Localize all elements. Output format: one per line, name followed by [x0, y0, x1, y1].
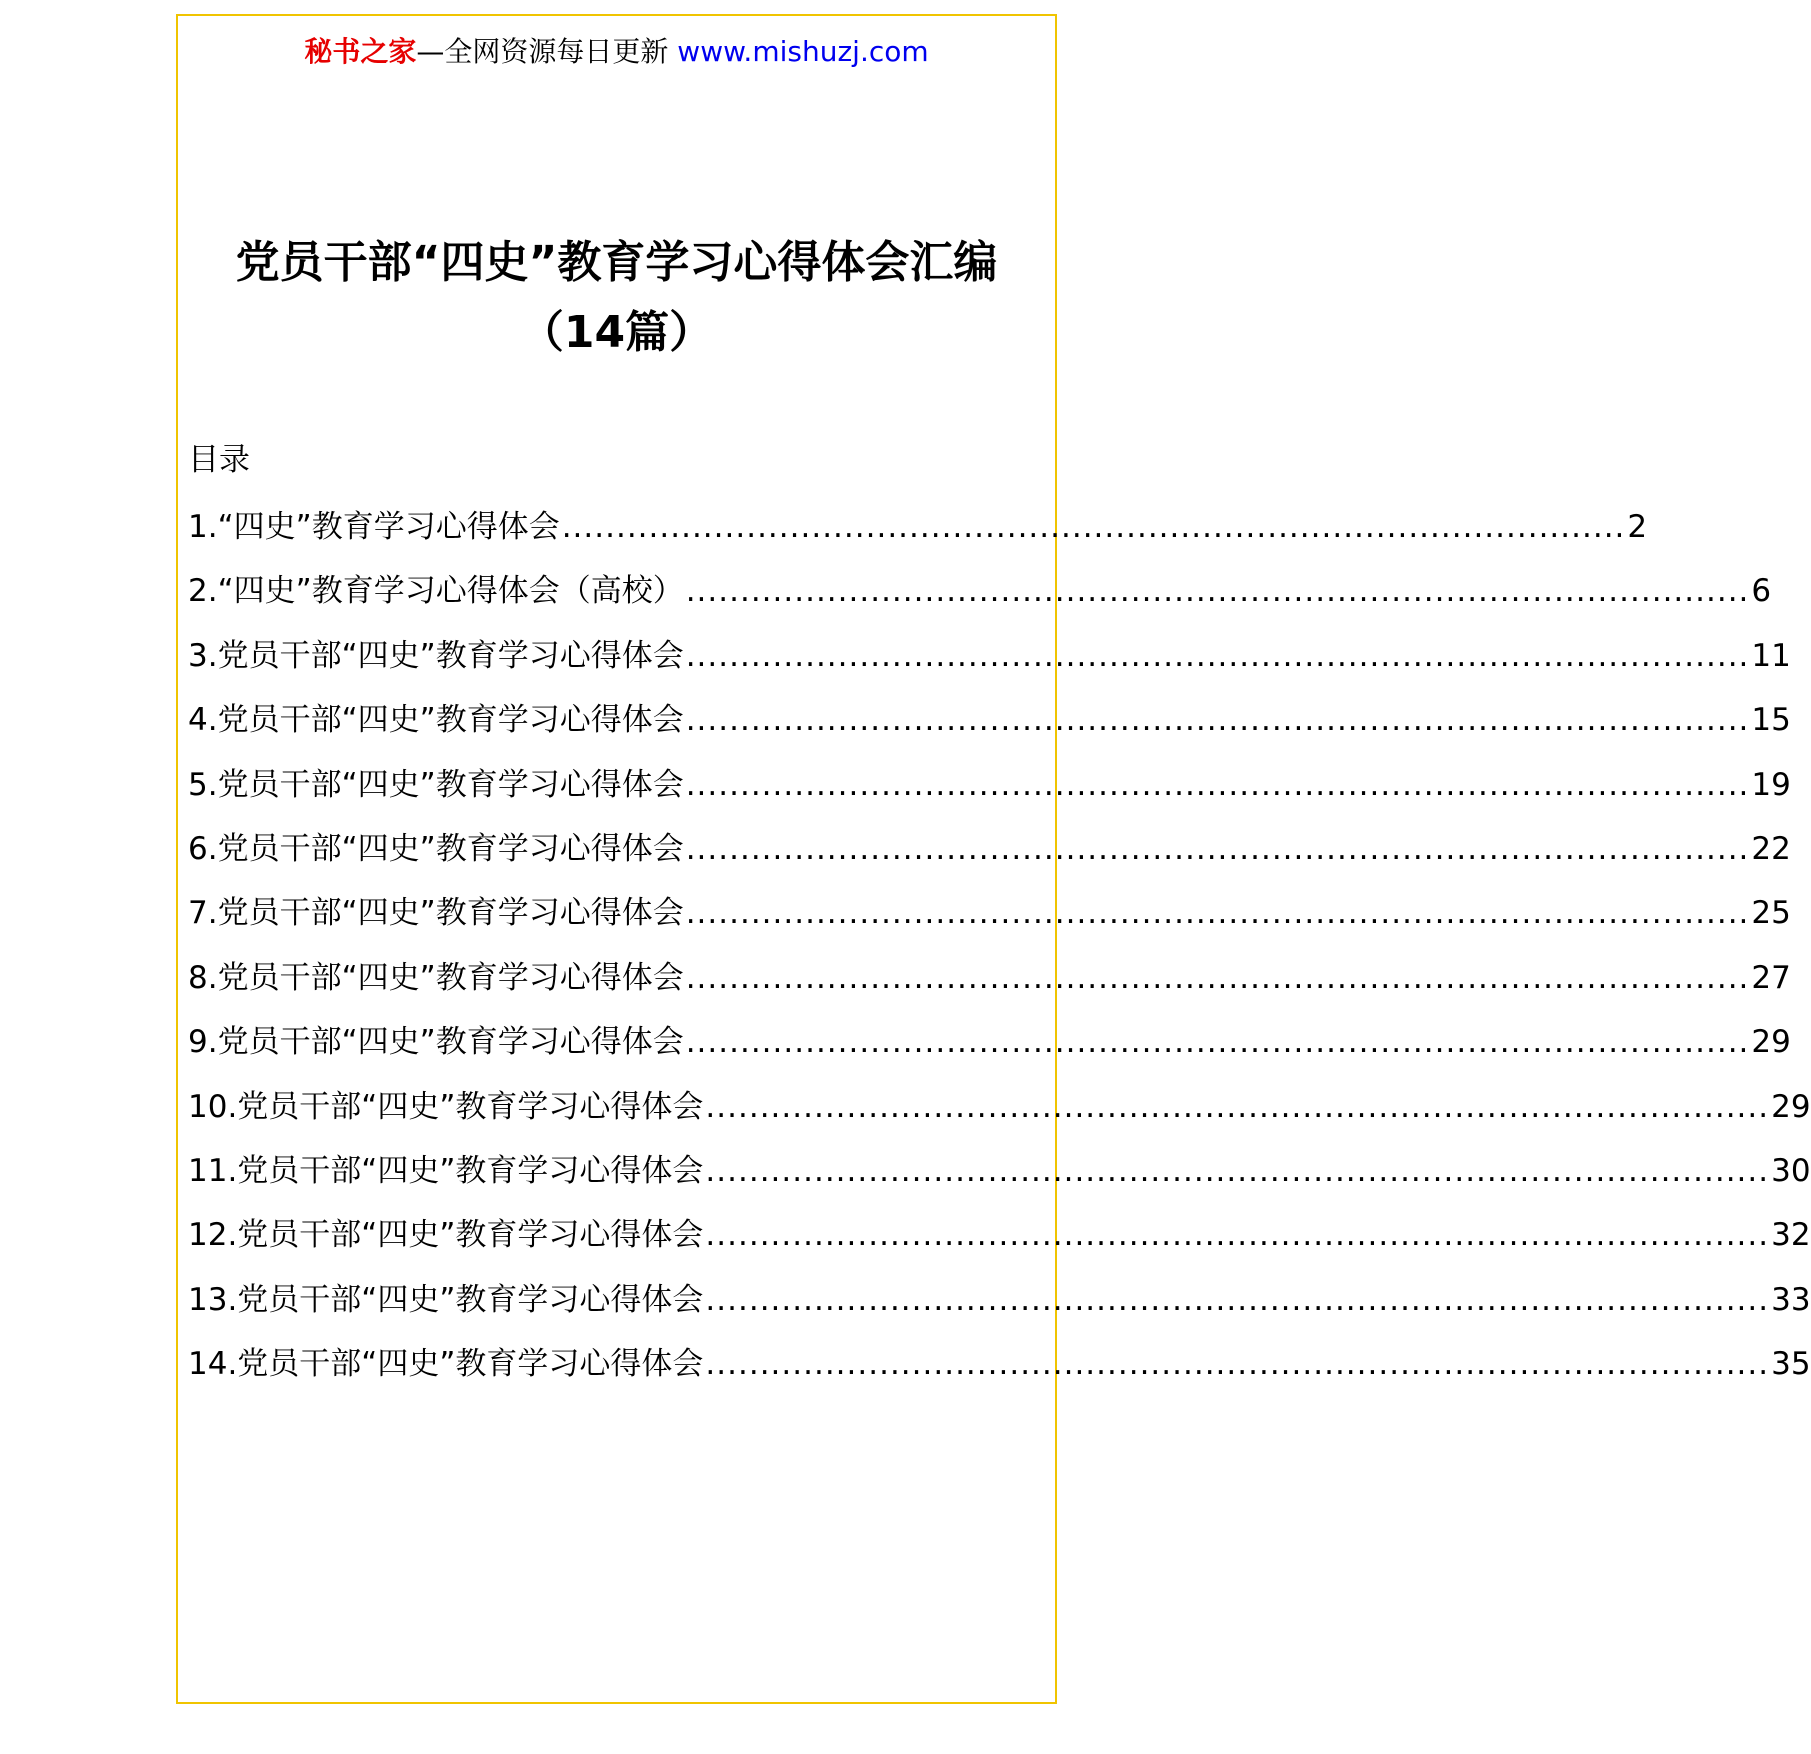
toc-page-number: 11	[1751, 637, 1791, 674]
toc-page-number: 29	[1771, 1088, 1811, 1125]
toc-leader-dots: ..................................................................................................	[705, 1217, 1770, 1254]
toc-page-number: 2	[1627, 509, 1648, 545]
site-brand: 秘书之家	[304, 35, 417, 68]
toc-leader-dots: ..................................................................................................	[685, 766, 1750, 803]
site-slogan: —全网资源每日更新	[416, 35, 669, 68]
toc-entry-14[interactable]	[188, 1342, 1811, 1406]
toc-entry-title: 3.党员干部“四史”教育学习心得体会	[188, 637, 684, 674]
toc-entry-9[interactable]	[188, 1020, 1791, 1084]
toc-leader-dots: ..................................................................................................	[685, 702, 1750, 739]
toc-entry-10[interactable]	[188, 1085, 1811, 1149]
toc-leader-dots: ..................................................................................................	[685, 637, 1750, 674]
toc-entry-2[interactable]	[188, 569, 1772, 633]
toc-page-number: 6	[1751, 573, 1772, 610]
toc-leader-dots: ..................................................................................................	[705, 1088, 1770, 1125]
toc-page-number: 33	[1771, 1281, 1811, 1318]
toc-entry-title: 10.党员干部“四史”教育学习心得体会	[188, 1088, 704, 1125]
toc-leader-dots: ..................................................................................................	[705, 1346, 1770, 1383]
toc-entry-3[interactable]	[188, 634, 1791, 698]
toc-entry-title: 9.党员干部“四史”教育学习心得体会	[188, 1024, 684, 1061]
toc-entry-title: 2.“四史”教育学习心得体会（高校）	[188, 573, 684, 610]
toc-entry-1[interactable]	[188, 505, 1648, 569]
toc-page-number: 22	[1751, 830, 1791, 867]
toc-leader-dots: ..................................................................................................	[705, 1152, 1770, 1189]
toc-leader-dots: ..................................................................................................	[685, 895, 1750, 932]
site-url-link[interactable]: www.mishuzj.com	[677, 35, 929, 68]
toc-leader-dots: ..................................................................................................	[685, 1024, 1750, 1061]
toc-entry-title: 13.党员干部“四史”教育学习心得体会	[188, 1281, 704, 1318]
toc-heading: 目录	[188, 442, 250, 478]
toc-entry-title: 14.党员干部“四史”教育学习心得体会	[188, 1346, 704, 1383]
toc-entry-13[interactable]	[188, 1278, 1811, 1342]
toc-entry-title: 1.“四史”教育学习心得体会	[188, 509, 560, 545]
toc-page-number: 35	[1771, 1346, 1811, 1383]
toc-entry-12[interactable]	[188, 1213, 1811, 1277]
toc-entry-5[interactable]	[188, 763, 1791, 827]
toc-page-number: 19	[1751, 766, 1791, 803]
title-line-2: （14篇）	[519, 307, 714, 358]
toc-entry-11[interactable]	[188, 1149, 1811, 1213]
toc-entry-title: 12.党员干部“四史”教育学习心得体会	[188, 1217, 704, 1254]
toc-entry-title: 5.党员干部“四史”教育学习心得体会	[188, 766, 684, 803]
toc-leader-dots: ..................................................................................................	[561, 509, 1626, 545]
toc-page-number: 30	[1771, 1152, 1811, 1189]
toc-page-number: 29	[1751, 1024, 1791, 1061]
toc-entry-title: 11.党员干部“四史”教育学习心得体会	[188, 1152, 704, 1189]
toc-page-number: 32	[1771, 1217, 1811, 1254]
toc-entry-4[interactable]	[188, 698, 1791, 762]
site-header	[176, 30, 1057, 74]
toc-page-number: 27	[1751, 959, 1791, 996]
toc-entry-title: 7.党员干部“四史”教育学习心得体会	[188, 895, 684, 932]
toc-entry-title: 4.党员干部“四史”教育学习心得体会	[188, 702, 684, 739]
toc-page-number: 15	[1751, 702, 1791, 739]
toc-leader-dots: ..................................................................................................	[685, 830, 1750, 867]
toc-page-number: 25	[1751, 895, 1791, 932]
toc-leader-dots: ..................................................................................................	[685, 959, 1750, 996]
toc-entry-6[interactable]	[188, 827, 1791, 891]
table-of-contents	[188, 505, 1811, 1406]
toc-entry-7[interactable]	[188, 891, 1791, 955]
title-line-1: 党员干部“四史”教育学习心得体会汇编	[235, 237, 998, 288]
toc-entry-title: 8.党员干部“四史”教育学习心得体会	[188, 959, 684, 996]
toc-leader-dots: ..................................................................................................	[685, 573, 1750, 610]
document-title	[176, 228, 1057, 368]
toc-entry-8[interactable]	[188, 956, 1791, 1020]
toc-entry-title: 6.党员干部“四史”教育学习心得体会	[188, 830, 684, 867]
toc-leader-dots: ..................................................................................................	[705, 1281, 1770, 1318]
